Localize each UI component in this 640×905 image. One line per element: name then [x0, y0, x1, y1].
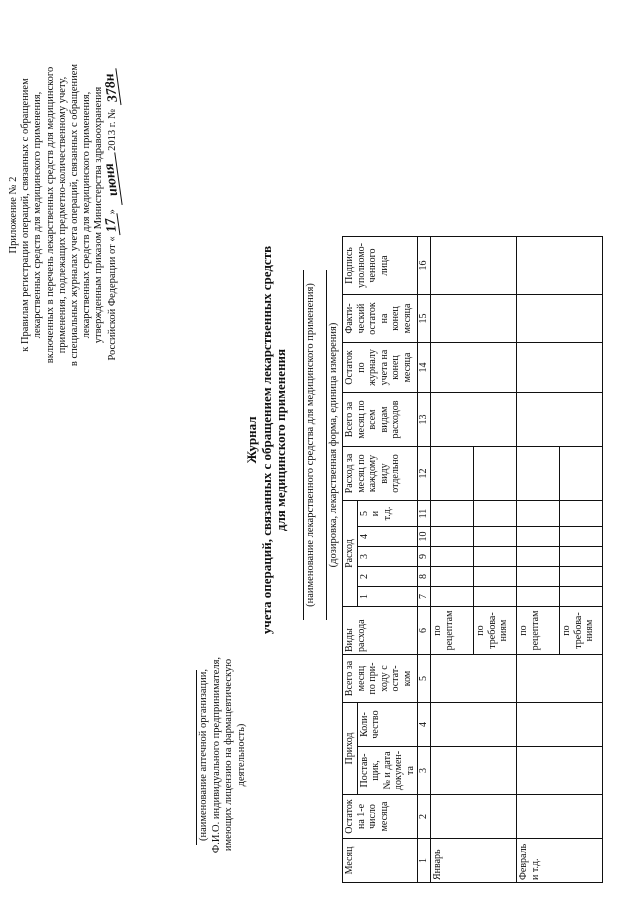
organization-line: Ф.И.О. индивидуального предпринимателя,	[210, 656, 222, 854]
empty-cell	[431, 703, 517, 747]
drug-name-caption: (наименование лекарственного средства для медицинского применения)	[305, 283, 316, 607]
empty-cell	[517, 703, 603, 747]
header-signature: Подпись уполномо- ченного лица	[343, 237, 418, 295]
empty-cell	[431, 447, 474, 501]
empty-cell	[517, 655, 603, 703]
empty-cell	[474, 587, 517, 607]
appendix-line: утвержденным приказом Министерства здравоохранения	[93, 86, 105, 344]
header-balance-start: Остаток на 1-е число месяца	[343, 795, 418, 839]
column-number: 12	[418, 447, 431, 501]
empty-cell	[517, 295, 603, 343]
column-number: 2	[418, 795, 431, 839]
header-expense: Расход	[343, 501, 358, 607]
empty-cell	[560, 547, 603, 567]
empty-cell	[517, 343, 603, 393]
appendix-date-prefix: Российской Федерации от «	[106, 236, 118, 361]
header-total-expense: Всего за месяц по всем видам расходов	[343, 393, 418, 447]
empty-cell	[517, 237, 603, 295]
appendix-line: применения, подлежащих предметно-количественному учету,	[56, 76, 68, 354]
header-expense-sub-1: 1	[357, 587, 418, 607]
column-number: 5	[418, 655, 431, 703]
column-number: 11	[418, 501, 431, 527]
appendix-line: включенных в перечень лекарственных средств для медицинского	[44, 66, 56, 364]
column-number: 1	[418, 839, 431, 883]
empty-cell	[431, 295, 517, 343]
appendix-line: к Правилам регистрации операций, связанных с обращением	[20, 78, 32, 352]
column-number: 3	[418, 747, 431, 795]
expense-type-prescriptions: по рецептам	[431, 607, 474, 655]
empty-cell	[431, 393, 517, 447]
journal-title	[245, 205, 289, 675]
drug-name-underline	[303, 270, 304, 620]
header-expense-sub-2: 2	[357, 567, 418, 587]
organization-line: деятельность)	[235, 723, 247, 787]
header-balance-actual: Факти- ческий остаток на конец месяца	[343, 295, 418, 343]
column-number: 9	[418, 547, 431, 567]
empty-cell	[474, 447, 517, 501]
empty-cell	[517, 501, 560, 527]
empty-cell	[474, 527, 517, 547]
title-line-1: Журнал	[244, 416, 259, 464]
dosage-caption: (дозировка, лекарственная форма, единица измерения)	[328, 322, 339, 568]
header-row-1	[343, 237, 358, 883]
column-number: 10	[418, 527, 431, 547]
empty-cell	[431, 527, 474, 547]
journal-table	[342, 236, 603, 883]
empty-cell	[560, 587, 603, 607]
empty-cell	[517, 587, 560, 607]
empty-cell	[431, 747, 517, 795]
header-expense-by-type: Расход за месяц по каждому виду отдельно	[343, 447, 418, 501]
header-expense-sub-3: 3	[357, 547, 418, 567]
handwritten-month: июня	[102, 153, 122, 207]
empty-cell	[474, 567, 517, 587]
organization-underline	[196, 670, 197, 845]
header-supplier: Постав- щик, № и дата докумен- та	[357, 747, 418, 795]
header-expense-sub-4: 4	[357, 527, 418, 547]
table-row	[431, 237, 474, 883]
header-total-income: Всего за месяц по при- ходу с остат- ком	[343, 655, 418, 703]
column-number: 13	[418, 393, 431, 447]
appendix-date-line: Российской Федерации от «17» июня 2013 г. № 378н	[106, 20, 119, 410]
header-quantity: Коли- чество	[357, 703, 418, 747]
empty-cell	[474, 547, 517, 567]
expense-type-requisitions: по требова- ниям	[474, 607, 517, 655]
empty-cell	[431, 343, 517, 393]
organization-caption	[198, 655, 248, 855]
appendix-line: лекарственных средств для медицинского применения,	[32, 91, 44, 339]
empty-cell	[431, 237, 517, 295]
expense-type-requisitions: по требова- ниям	[560, 607, 603, 655]
empty-cell	[517, 447, 560, 501]
handwritten-order-number: 378н	[103, 69, 121, 107]
table-row	[517, 237, 560, 883]
column-numbers-row	[418, 237, 431, 883]
empty-cell	[560, 501, 603, 527]
empty-cell	[431, 655, 517, 703]
column-number: 15	[418, 295, 431, 343]
appendix-line: Приложение № 2	[8, 176, 19, 254]
column-number: 4	[418, 703, 431, 747]
column-number: 8	[418, 567, 431, 587]
empty-cell	[517, 795, 603, 839]
empty-cell	[431, 795, 517, 839]
appendix-line: лекарственных средств для медицинского применения,	[81, 91, 93, 339]
empty-cell	[474, 501, 517, 527]
header-month: Месяц	[343, 839, 418, 883]
month-cell-february: Февраль и т.д.	[517, 839, 603, 883]
expense-type-prescriptions: по рецептам	[517, 607, 560, 655]
empty-cell	[560, 527, 603, 547]
header-income: Приход	[343, 703, 358, 795]
empty-cell	[517, 567, 560, 587]
column-number: 6	[418, 607, 431, 655]
title-line-2: учета операций, связанных с обращением лекарственных средств	[258, 245, 274, 635]
empty-cell	[517, 547, 560, 567]
header-balance-journal: Остаток по журналу учета на конец месяца	[343, 343, 418, 393]
appendix-header	[8, 20, 119, 410]
empty-cell	[431, 587, 474, 607]
empty-cell	[560, 447, 603, 501]
header-expense-types: Виды расхода	[343, 607, 418, 655]
dosage-underline	[326, 270, 327, 620]
empty-cell	[431, 567, 474, 587]
empty-cell	[517, 393, 603, 447]
appendix-year-text: 2013 г. №	[106, 108, 118, 151]
organization-line: (наименование аптечной организации,	[198, 668, 209, 842]
title-line-3: для медицинского применения	[273, 348, 288, 532]
column-number: 16	[418, 237, 431, 295]
column-number: 7	[418, 587, 431, 607]
organization-line: имеющих лицензию на фармацевтическую	[223, 658, 234, 852]
handwritten-day: 17	[104, 214, 120, 238]
month-cell-january: Январь	[431, 839, 517, 883]
header-expense-sub-5: 5 и т.д.	[357, 501, 418, 527]
empty-cell	[517, 527, 560, 547]
empty-cell	[431, 501, 474, 527]
appendix-line: в специальных журналах учета операций, связанных с обращением	[69, 63, 81, 367]
empty-cell	[560, 567, 603, 587]
column-number: 14	[418, 343, 431, 393]
empty-cell	[431, 547, 474, 567]
empty-cell	[517, 747, 603, 795]
